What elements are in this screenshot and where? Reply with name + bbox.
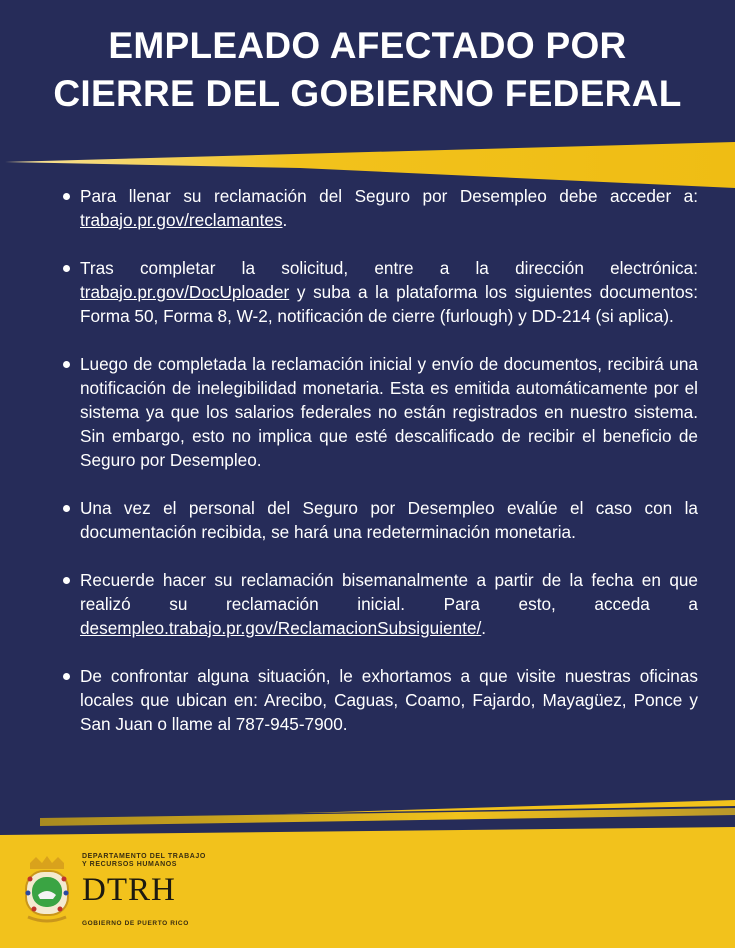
info-list	[62, 184, 698, 760]
reclamacion-subsiguiente-link[interactable]: desempleo.trabajo.pr.gov/ReclamacionSubsiguiente/	[80, 618, 482, 638]
reclamantes-link[interactable]: trabajo.pr.gov/reclamantes	[80, 210, 283, 230]
org-line-1: DEPARTAMENTO DEL TRABAJO	[82, 853, 206, 860]
item-text: Recuerde hacer su reclamación bisemanalmente a partir de la fecha en que realizó su reclamación inicial. Para esto, acceda a	[80, 570, 698, 614]
item-text: .	[481, 618, 487, 638]
department-name	[82, 853, 206, 869]
item-text: Una vez el personal del Seguro por Desempleo evalúe el caso con la documentación recibida, se hará una redeterminación monetaria.	[80, 498, 698, 542]
top-yellow-wedge	[5, 142, 735, 188]
list-item	[62, 664, 698, 736]
docuploader-link[interactable]: trabajo.pr.gov/DocUploader	[80, 282, 290, 302]
item-text: De confrontar alguna situación, le exhortamos a que visite nuestras oficinas locales que ubican en: Arecibo, Caguas, Coamo, Fajardo, Mayagüez, Ponce y San Juan o llame al 787-945-7900.	[80, 666, 698, 734]
list-item	[62, 568, 698, 640]
list-item	[62, 256, 698, 328]
title-line-2: CIERRE DEL GOBIERNO FEDERAL	[53, 73, 682, 114]
page-title	[0, 22, 735, 118]
list-item	[62, 184, 698, 232]
puerto-rico-seal-icon	[20, 855, 74, 925]
list-item	[62, 496, 698, 544]
item-text: Luego de completada la reclamación inicial y envío de documentos, recibirá una notificación de inelegibilidad monetaria. Esta es emitida automáticamente por el sistema ya que los salarios federales no están registrados en nuestro sistema. Sin embargo, esto no implica que esté descalificado de recibir el beneficio de Seguro por Desempleo.	[80, 354, 698, 470]
item-text: Para llenar su reclamación del Seguro por Desempleo debe acceder a:	[80, 186, 698, 206]
item-text: y suba a la plataforma los siguientes documentos: Forma 50, Forma 8, W-2, notificación de cierre (furlough) y DD-214 (si aplica).	[80, 282, 698, 326]
list-item	[62, 352, 698, 472]
dtrh-logo-text: DTRH	[82, 872, 176, 908]
title-line-1: EMPLEADO AFECTADO POR	[108, 25, 627, 66]
item-text: Tras completar la solicitud, entre a la dirección electrónica:	[80, 258, 698, 278]
government-label: GOBIERNO DE PUERTO RICO	[82, 920, 189, 927]
item-text: .	[282, 210, 288, 230]
org-line-2: Y RECURSOS HUMANOS	[82, 861, 178, 868]
